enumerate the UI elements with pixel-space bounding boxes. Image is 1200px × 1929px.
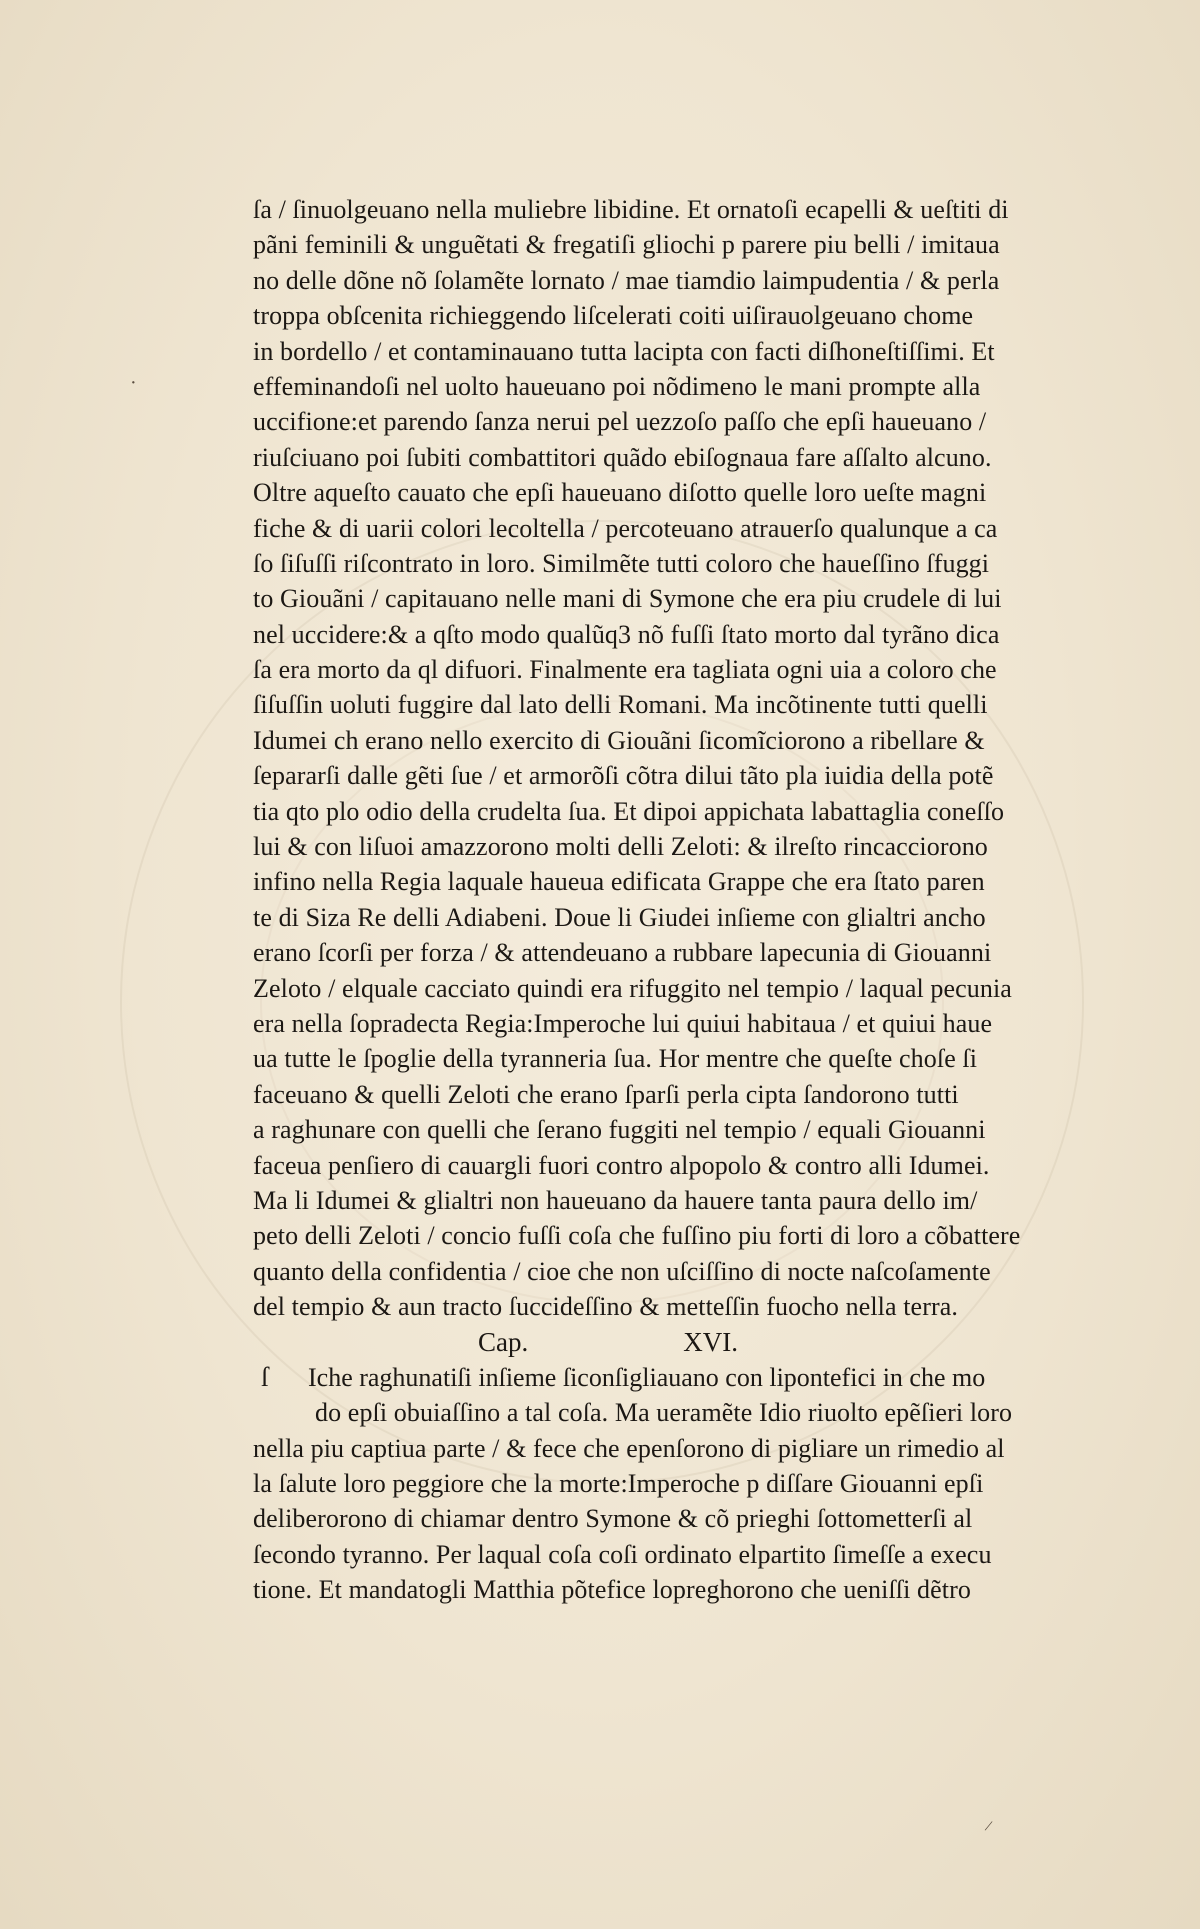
text-line: fiche & di uarii colori lecoltella / percoteuano atrauerſo qualunque a ca	[253, 513, 998, 543]
text-line: nel uccidere:& a qſto modo qualũq3 nõ fuſſi ſtato morto dal tyrãno dica	[253, 619, 1000, 649]
text-line: quanto della confidentia / cioe che non uſciſſino di nocte naſcoſamente	[253, 1256, 991, 1286]
text-line: Ma li Idumei & glialtri non haueuano da hauere tanta paura dello im/	[253, 1185, 978, 1215]
text-block	[253, 192, 1123, 1608]
text-line: lui & con liſuoi amazzorono molti delli Zeloti: & ilreſto rincacciorono	[253, 832, 988, 862]
guide-letter: ſ	[261, 1361, 269, 1392]
text-line: no delle dõne nõ ſolamẽte lornato / mae tiamdio laimpudentia / & perla	[253, 265, 1000, 295]
chapter-first-line	[253, 1360, 1123, 1395]
text-line: Oltre aqueſto cauato che epſi haueuano diſotto quelle loro ueſte magni	[253, 478, 987, 508]
text-line: effeminandoſi nel uolto haueuano poi nõdimeno le mani prompte alla	[253, 371, 981, 401]
text-line: ſa / ſinuolgeuano nella muliebre libidine. Et ornatoſi ecapelli & ueſtiti di	[253, 195, 1009, 224]
text-line: ſiſuſſin uoluti fuggire dal lato delli Romani. Ma incõtinente tutti quelli	[253, 690, 988, 720]
text-line: a raghunare con quelli che ſerano fuggiti nel tempio / equali Giouanni	[253, 1115, 986, 1145]
text-line: Idumei ch erano nello exercito di Giouãni ſicomĩciorono a ribellare &	[253, 725, 985, 755]
text-line: faceuano & quelli Zeloti che erano ſparſi perla cipta ſandorono tutti	[253, 1079, 959, 1109]
text-line: peto delli Zeloti / concio fuſſi coſa che fuſſino piu forti di loro a cõbattere	[253, 1221, 1021, 1251]
chapter-label: Cap.	[478, 1326, 529, 1357]
text-line: ſa era morto da ql difuori. Finalmente era tagliata ogni uia a coloro che	[253, 655, 997, 685]
text-line: riuſciuano poi ſubiti combattitori quãdo ebiſognaua fare aſſalto alcuno.	[253, 442, 992, 472]
chapter-number: XVI.	[683, 1326, 738, 1357]
text-line: la ſalute loro peggiore che la morte:Imperoche p diſſare Giouanni epſi	[253, 1469, 984, 1499]
text-line: del tempio & aun tracto ſuccideſſino & metteſſin fuocho nella terra.	[253, 1292, 958, 1322]
text-line: pãni feminili & unguẽtati & fregatiſi gliochi p parere piu belli / imitaua	[253, 230, 1000, 260]
text-line: Zeloto / elquale cacciato quindi era rifuggito nel tempio / laqual pecunia	[253, 973, 1012, 1003]
text-line: infino nella Regia laquale haueua edificata Grappe che era ſtato paren	[253, 867, 985, 897]
text-line: ua tutte le ſpoglie della tyranneria ſua. Hor mentre che queſte choſe ſi	[253, 1044, 978, 1074]
text-line: do epſi obuiaſſino a tal coſa. Ma ueramẽte Idio riuolto epẽſieri loro	[315, 1398, 1013, 1428]
chapter-heading	[253, 1325, 1123, 1360]
text-line: ſepararſi dalle gẽti ſue / et armorõſi cõtra dilui tãto pla iuidia della potẽ	[253, 761, 994, 791]
text-line: in bordello / et contaminauano tutta lacipta con facti diſhoneſtiſſimi. Et	[253, 336, 995, 366]
text-line: te di Siza Re delli Adiabeni. Doue li Giudei inſieme con glialtri ancho	[253, 902, 986, 932]
text-line: uccifione:et parendo ſanza nerui pel uezzoſo paſſo che epſi haueuano /	[253, 407, 987, 437]
text-line: ſecondo tyranno. Per laqual coſa coſi ordinato elpartito ſimeſſe a execu	[253, 1539, 992, 1569]
text-line: tione. Et mandatogli Matthia põtefice lopreghorono che ueniſſi dẽtro	[253, 1575, 971, 1605]
text-line: Iche raghunatiſi inſieme ſiconſigliauano con lipontefici in che mo	[308, 1362, 986, 1392]
text-line: to Giouãni / capitauano nelle mani di Symone che era piu crudele di lui	[253, 584, 1002, 614]
text-line: troppa obſcenita richieggendo liſcelerati coiti uiſirauolgeuano chome	[253, 301, 974, 331]
text-line: deliberorono di chiamar dentro Symone & cõ prieghi ſottometterſi al	[253, 1504, 973, 1534]
text-line: ſo ſiſuſſi riſcontrato in loro. Similmẽte tutti coloro che haueſſino ſfuggi	[253, 548, 990, 578]
text-line: faceua penſiero di cauargli fuori contro alpopolo & contro alli Idumei.	[253, 1150, 990, 1180]
text-line: erano ſcorſi per forza / & attendeuano a rubbare lapecunia di Giouanni	[253, 938, 992, 968]
text-line: nella piu captiua parte / & fece che epenſorono di pigliare un rimedio al	[253, 1433, 1005, 1463]
text-line: tia qto plo odio della crudelta ſua. Et dipoi appichata labattaglia coneſſo	[253, 796, 1005, 826]
margin-mark-bottom: /	[983, 1817, 994, 1836]
margin-mark: ·	[130, 372, 137, 394]
text-line: era nella ſopradecta Regia:Imperoche lui quiui habitaua / et quiui haue	[253, 1008, 993, 1038]
